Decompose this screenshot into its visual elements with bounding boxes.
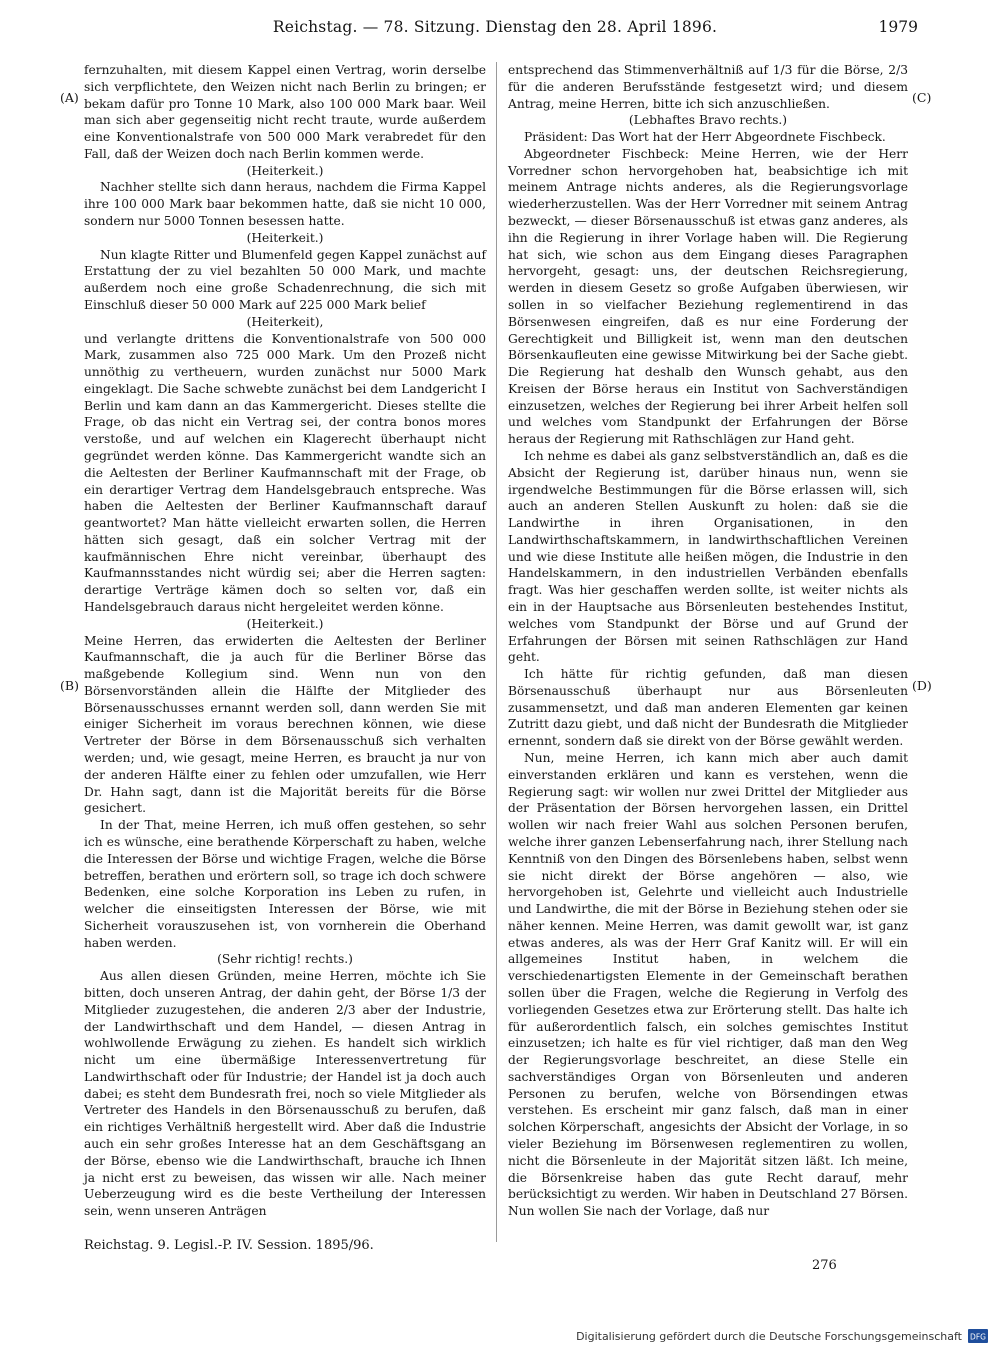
digitization-note: Digitalisierung gefördert durch die Deutsche Forschungsgemeinschaft (576, 1329, 962, 1343)
paragraph: Meine Herren, das erwiderten die Aeltesten der Berliner Kaufmannschaft, die ja auch für die Berliner Börse das maßgebende Kollegium sind. Wenn nun von den Börsenvorständen allein die Hälfte der Mitglieder des Börsenausschusses ernannt werden soll, dann werden Sie mit einiger Sicherheit im voraus berechnen können, wie diese Vertreter der Börse in dem Börsenausschuß sich verhalten werden; und, wie gesagt, meine Herren, es braucht ja nur von der anderen Hälfte einer zu fehlen oder umzufallen, wie Herr Dr. Hahn sagt, dann ist die Majorität bereits für die Börse gesichert. (84, 633, 486, 816)
interjection: (Heiterkeit.) (246, 163, 324, 178)
paragraph: Ich nehme es dabei als ganz selbstverständlich an, daß es die Absicht der Regierung ist, darüber hinaus nun, wenn sie irgendwelche Bestimmungen für die Börse erlassen will, sich auch an anderen Stellen Auskunft zu holen: daß sie die Landwirthe in ihren Organisationen, in den Landwirthschaftskammern, in landwirthschaftlichen Vereinen und wie diese Institute alle heißen mögen, die Industrie in den Handelskammern, in den industriellen Verbänden ebenfalls fragt. Was hier geschaffen werden sollte, ist weiter nichts als ein in der Hauptsache aus Börsenleuten bestehendes Institut, welches vom Standpunkt der Börse und auf Grund der Erfahrungen der Börsen mit seinen Rathschlägen zur Hand geht. (508, 448, 908, 665)
page-number: 1979 (878, 18, 918, 36)
paragraph: Nun klagte Ritter und Blumenfeld gegen Kappel zunächst auf Erstattung der zu viel bezahlten 50 000 Mark, und machte außerdem noch eine große Schadenrechnung, die sich mit Einschluß dieser 50 000 Mark auf 225 000 Mark belief (84, 247, 486, 312)
margin-marker-d: (D) (912, 678, 932, 693)
right-column (508, 62, 908, 1220)
margin-marker-b: (B) (60, 678, 79, 693)
paragraph: Präsident: Das Wort hat der Herr Abgeordnete Fischbeck. (524, 130, 886, 145)
page-header (80, 18, 918, 44)
margin-marker-a: (A) (60, 90, 79, 105)
session-footer: Reichstag. 9. Legisl.-P. IV. Session. 1895/96. (84, 1238, 374, 1253)
dfg-logo-icon (968, 1329, 988, 1343)
margin-marker-c: (C) (912, 90, 932, 105)
interjection: (Sehr richtig! rechts.) (217, 952, 353, 967)
paragraph: entsprechend das Stimmenverhältniß auf 1/3 für die Börse, 2/3 für die anderen Berufsstände festgesetzt wird; und diesem Antrag, meine Herren, bitte ich sich anzuschließen. (508, 63, 908, 111)
paragraph: Nachher stellte sich dann heraus, nachdem die Firma Kappel ihre 100 000 Mark baar bekommen hatte, daß sie nicht 10 000, sondern nur 5000 Tonnen besessen hatte. (84, 180, 486, 229)
paragraph: Nun, meine Herren, ich kann mich aber auch damit einverstanden erklären und kann es verstehen, wenn die Regierung sagt: wir wollen nur zwei Drittel der Mitglieder aus der Präsentation der Börsen hervorgehen lassen, ein Drittel wollen wir nach freier Wahl aus solchen Personen berufen, welche ihrer ganzen Lebenserfahrung nach, ihrer Stellung nach Kenntniß von den Dingen des Börsenlebens haben, selbst wenn sie nicht direkt der Börse angehören — also, wie hervorgehoben ist, Gelehrte und vielleicht auch Industrielle und Landwirthe, die mit der Börse in Beziehung stehen oder sie näher kennen. Meine Herren, was damit gewollt war, ist ganz etwas anderes, als was der Herr Graf Kanitz will. Er will ein allgemeines Institut haben, in welchem die verschiedenartigsten Elemente in der Gemeinschaft berathen sollen über die Fragen, welche die Regierung in Verfolg des vorliegenden Gesetzes etwa zur Erörterung stellt. Das halte ich für außerordentlich falsch, ein solches gemischtes Institut einzusetzen; ich halte es für viel richtiger, daß man den Weg der Regierungsvorlage beschreitet, an diese Stelle ein sachverständiges Organ von Börsenleuten und anderen Personen zu berufen, welche von Börsendingen etwas verstehen. Es erscheint mir ganz falsch, daß man in einer solchen Körperschaft, angesichts der Absicht der Vorlage, in so vieler Beziehung im Börsenwesen reglementiren zu wollen, nicht die Börsenleute in der Majorität sitzen läßt. Ich meine, die Börsenkreise haben das gute Recht darauf, mehr berücksichtigt zu werden. Wir haben in Deutschland 27 Börsen. Nun wollen Sie nach der Vorlage, daß nur (508, 751, 908, 1219)
paragraph: fernzuhalten, mit diesem Kappel einen Vertrag, worin derselbe sich verpflichtete, den Weizen nicht nach Berlin zu bringen; er bekam dafür pro Tonne 10 Mark, also 100 000 Mark baar. Weil man sich aber gegenseitig nicht recht traute, wurde außerdem eine Konventionalstrafe von 500 000 Mark verabredet für den Fall, daß der Weizen doch nach Berlin kommen werde. (84, 63, 486, 161)
interjection: (Heiterkeit), (246, 314, 324, 329)
column-divider (496, 62, 497, 1242)
interjection: (Lebhaftes Bravo rechts.) (628, 113, 788, 128)
running-title: Reichstag. — 78. Sitzung. Dienstag den 28. April 1896. (272, 18, 718, 36)
left-column (84, 62, 486, 1220)
paragraph: Aus allen diesen Gründen, meine Herren, möchte ich Sie bitten, doch unseren Antrag, der dahin geht, der Börse 1/3 der Mitglieder zuzugestehen, die anderen 2/3 aber der Industrie, der Landwirthschaft und dem Handel, — diesen Antrag in wohlwollende Erwägung zu ziehen. Es handelt sich wirklich nicht um eine übermäßige Interessenvertretung für Landwirthschaft oder für Industrie; der Handel ist ja doch auch dabei; es steht dem Bundesrath frei, noch so viele Mitglieder als Vertreter des Handels in den Börsenausschuß zu berufen, daß ein richtiges Verhältniß hergestellt wird. Aber daß die Industrie auch ein sehr großes Interesse hat an dem Geschäftsgang an der Börse, ebenso wie die Landwirthschaft, brauche ich Ihnen ja nicht erst zu beweisen, das wissen wir alle. Nach meiner Ueberzeugung wird es die beste Vertheilung der Interessen sein, wenn unseren Anträgen (84, 969, 487, 1219)
folio-number: 276 (812, 1258, 837, 1273)
dfg-logo-label: DFG (970, 1332, 986, 1342)
paragraph: In der That, meine Herren, ich muß offen gestehen, so sehr ich es wünsche, eine berathende Körperschaft zu haben, welche die Interessen der Börse und wichtige Fragen, welche die Börse betreffen, berathen und erörtern soll, so trage ich doch schwere Bedenken, eine solche Korporation ins Leben zu rufen, in welcher die einseitigsten Interessen der Börse, wie mit Sicherheit vorauszusehen ist, von vornherein die Oberhand haben werden. (84, 818, 486, 950)
interjection: (Heiterkeit.) (246, 616, 324, 631)
digitization-credit (576, 1329, 988, 1343)
interjection: (Heiterkeit.) (246, 230, 324, 245)
paragraph: und verlangte drittens die Konventionalstrafe von 500 000 Mark, zusammen also 725 000 Mark. Um den Prozeß nicht unnöthig zu vertheuern, wurden zunächst nur 5000 Mark eingeklagt. Die Sache schwebte zunächst bei dem Landgericht I Berlin und kam dann an das Kammergericht. Dieses stellte die Frage, ob das nicht ein Vertrag sei, der contra bonos mores verstoße, und auf welchen ein Klagerecht überhaupt nicht gegründet werden könne. Das Kammergericht wandte sich an die Aeltesten der Berliner Kaufmannschaft mit der Frage, ob ein derartiger Vertrag dem Handelsgebrauch entspreche. Was haben die Aeltesten der Berliner Kaufmannschaft darauf geantwortet? Man hätte vielleicht erwarten sollen, die Herren hätten sich gesagt, daß ein solcher Vertrag mit der kaufmännischen Ehre nicht vereinbar, überhaupt des Kaufmannsstandes nicht würdig sei; aber die Herren sagten: derartige Verträge kämen doch so selten vor, daß ein Handelsgebrauch daraus nicht hergeleitet werden könne. (84, 331, 486, 614)
paragraph: Ich hätte für richtig gefunden, daß man diesen Börsenausschuß überhaupt nur aus Börsenleuten zusammensetzt, und daß man anderen Elementen gar keinen Zutritt dazu giebt, und daß nicht der Bundesrath die Mitglieder ernennt, sondern daß sie direkt von der Börse gewählt werden. (508, 667, 908, 749)
paragraph: Abgeordneter Fischbeck: Meine Herren, wie der Herr Vorredner schon hervorgehoben hat, beabsichtige ich mit meinem Antrage nichts anderes, als die Regierungsvorlage wiederherzustellen. Was der Herr Vorredner mit seinem Antrag bezweckt, — dieser Börsenausschuß ist etwas ganz anderes, als ihn die Regierung in ihrer Vorlage haben will. Die Regierung hat sich, wie schon aus dem Eingang dieses Paragraphen hervorgeht, gesagt: uns, der deutschen Reichsregierung, werden in diesem Gesetz so große Aufgaben überwiesen, wir sollen in so vielfacher Beziehung reglementirend in das Börsenwesen eingreifen, daß es nur eine Forderung der Gerechtigkeit und Billigkeit ist, wenn man den deutschen Börsenkaufleuten eine gewisse Mitwirkung bei der Sache giebt. Die Regierung hat deshalb den Wunsch gehabt, aus den Kreisen der Börse heraus ein Institut von Sachverständigen einzusetzen, welches der Regierung bei ihrer Arbeit helfen soll und welches vom Standpunkt der Erfahrungen der Börse heraus der Regierung mit Rathschlägen zur Hand geht. (508, 146, 908, 447)
